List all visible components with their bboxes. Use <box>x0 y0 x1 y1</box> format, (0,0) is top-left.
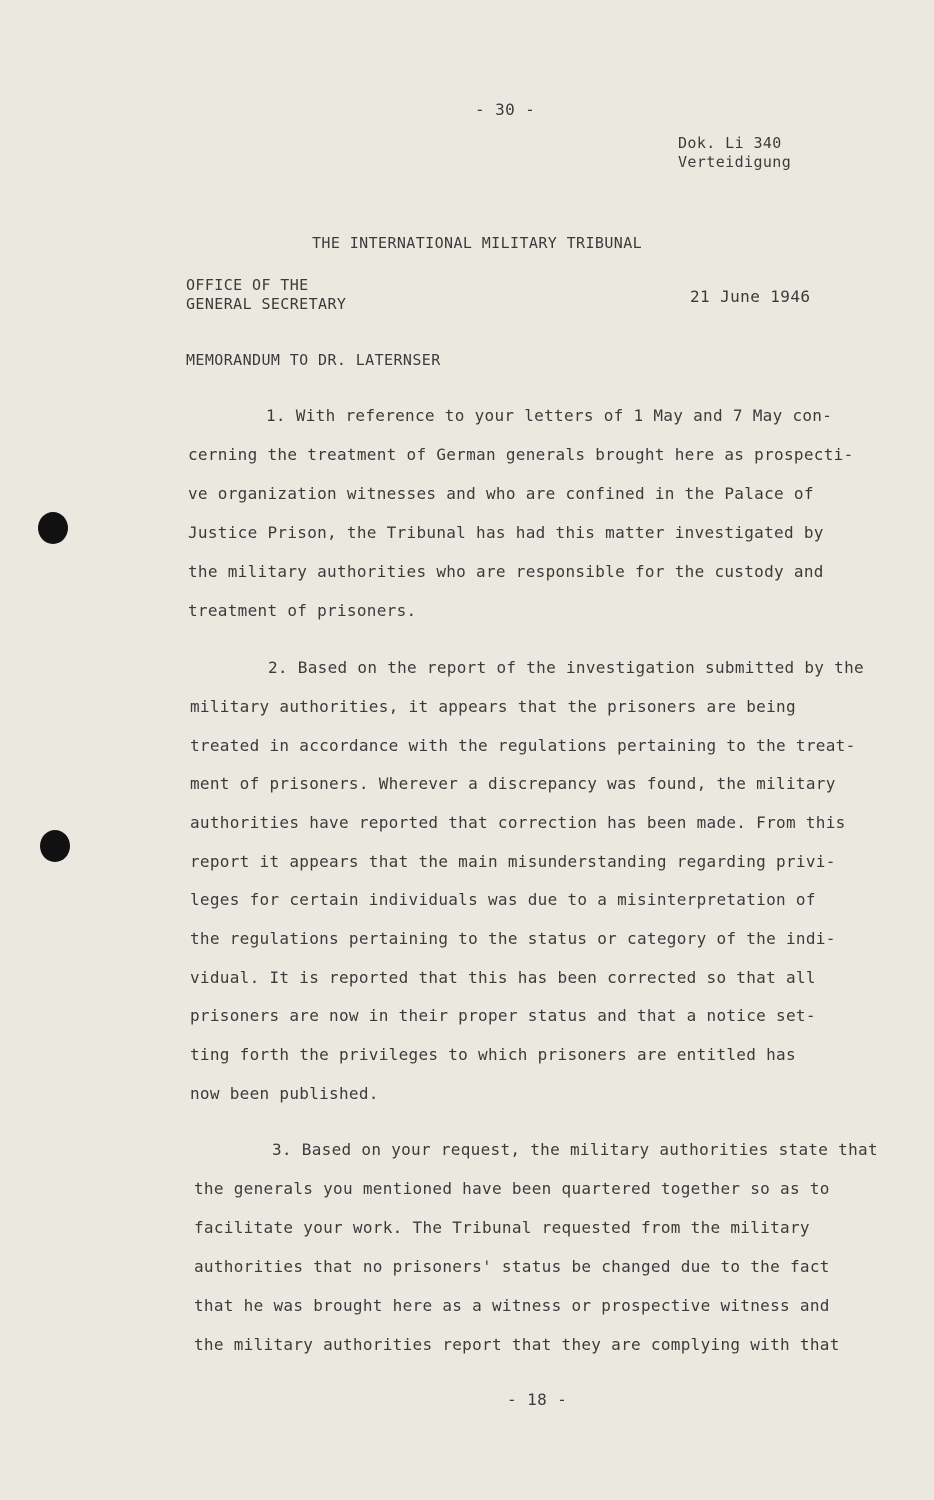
top-page-number: - 30 - <box>475 100 536 119</box>
bottom-page-number: - 18 - <box>507 1390 568 1409</box>
paragraph-line: report it appears that the main misunderstanding regarding privi- <box>190 852 836 871</box>
paragraph-line: vidual. It is reported that this has been corrected so that all <box>190 968 816 987</box>
tribunal-title: THE INTERNATIONAL MILITARY TRIBUNAL <box>312 234 643 252</box>
paragraph-line: military authorities, it appears that the prisoners are being <box>190 697 796 716</box>
paragraph-line: leges for certain individuals was due to a misinterpretation of <box>190 890 816 909</box>
paragraph-line: 1. With reference to your letters of 1 May and 7 May con- <box>266 406 833 425</box>
paragraph-line: cerning the treatment of German generals brought here as prospecti- <box>188 445 854 464</box>
memo-date: 21 June 1946 <box>690 287 811 306</box>
paragraph-line: ment of prisoners. Wherever a discrepancy was found, the military <box>190 774 836 793</box>
paragraph-line: treatment of prisoners. <box>188 601 417 620</box>
paragraph-line: ve organization witnesses and who are confined in the Palace of <box>188 484 814 503</box>
paragraph-line: treated in accordance with the regulations pertaining to the treat- <box>190 736 856 755</box>
paragraph-line: facilitate your work. The Tribunal requested from the military <box>194 1218 810 1237</box>
paragraph-line: authorities that no prisoners' status be changed due to the fact <box>194 1257 830 1276</box>
paragraph-line: authorities have reported that correction has been made. From this <box>190 813 846 832</box>
document-reference: Dok. Li 340 <box>678 134 782 152</box>
office-line-2: GENERAL SECRETARY <box>186 295 347 313</box>
punch-hole-top <box>38 512 68 544</box>
paragraph-line: now been published. <box>190 1084 379 1103</box>
document-section: Verteidigung <box>678 153 792 171</box>
paragraph-line: the military authorities report that they are complying with that <box>194 1335 840 1354</box>
paragraph-line: ting forth the privileges to which prisoners are entitled has <box>190 1045 796 1064</box>
paragraph-line: the military authorities who are responsible for the custody and <box>188 562 824 581</box>
paragraph-line: Justice Prison, the Tribunal has had this matter investigated by <box>188 523 824 542</box>
paragraph-line: that he was brought here as a witness or prospective witness and <box>194 1296 830 1315</box>
memo-heading: MEMORANDUM TO DR. LATERNSER <box>186 351 441 369</box>
office-line-1: OFFICE OF THE <box>186 276 309 294</box>
paragraph-line: the regulations pertaining to the status or category of the indi- <box>190 929 836 948</box>
paragraph-line: the generals you mentioned have been quartered together so as to <box>194 1179 830 1198</box>
punch-hole-bottom <box>40 830 70 862</box>
paragraph-line: prisoners are now in their proper status and that a notice set- <box>190 1006 816 1025</box>
paragraph-line: 3. Based on your request, the military authorities state that <box>272 1140 878 1159</box>
paragraph-line: 2. Based on the report of the investigation submitted by the <box>268 658 864 677</box>
